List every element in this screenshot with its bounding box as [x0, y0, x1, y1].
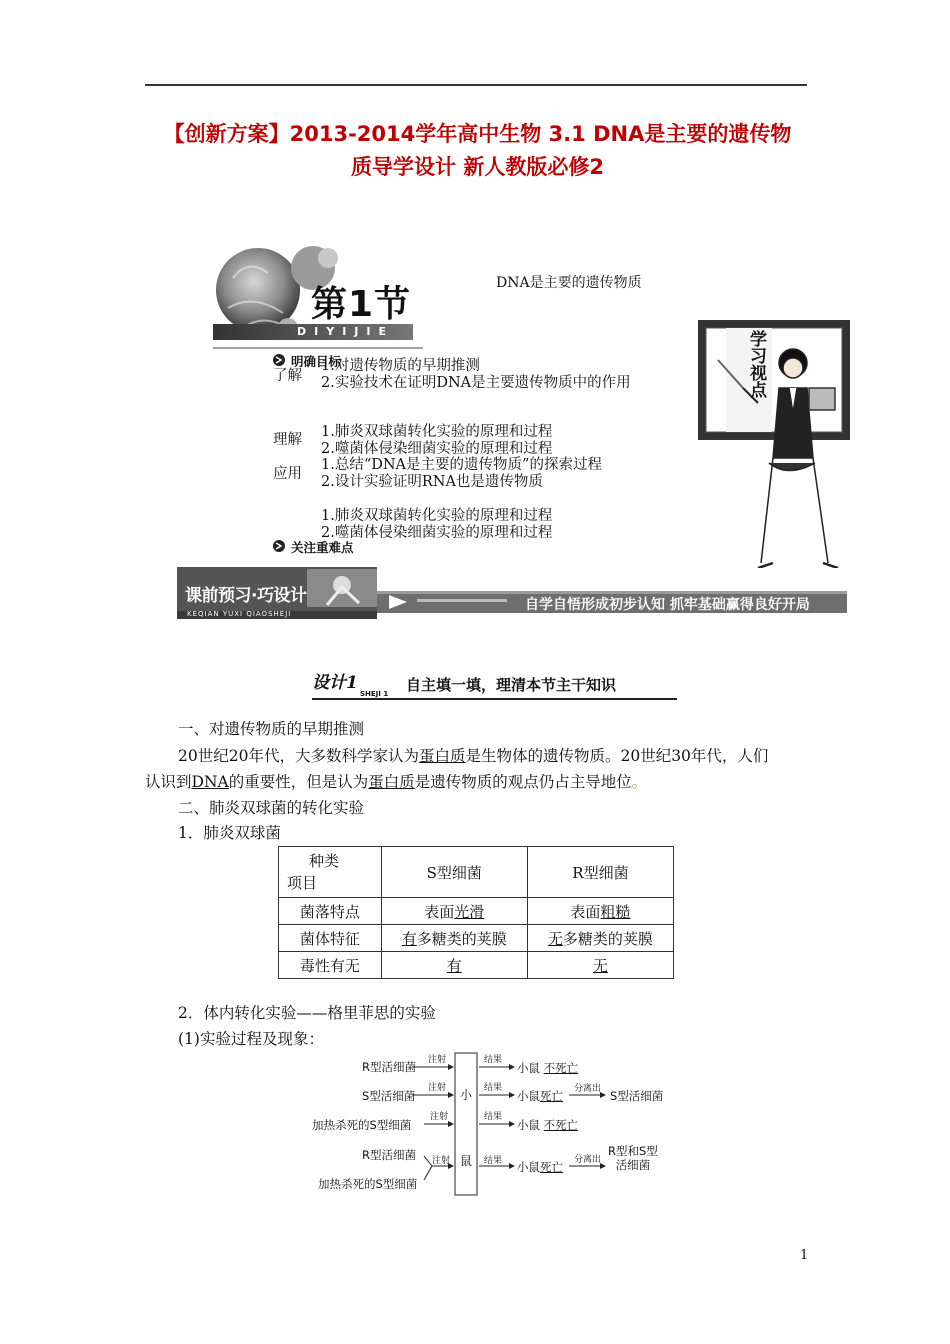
text-run: 表面 — [424, 902, 455, 921]
text-run: 是遗传物质的观点仍占主导地位 — [414, 773, 632, 791]
separate-label: 分离出 — [574, 1155, 602, 1165]
table-header-row — [279, 847, 674, 898]
separated-rs-bacteria — [608, 1144, 658, 1172]
goals-label: 明确目标 — [291, 354, 342, 369]
table-row-label: 毒性有无 — [279, 952, 382, 979]
header-rule — [145, 84, 807, 86]
inject-label: 注射 — [428, 1083, 447, 1093]
goal-item: 1.总结“DNA是主要的遗传物质”的探索过程 — [321, 457, 602, 473]
result-label: 结果 — [484, 1156, 503, 1166]
input-s-live: S型活细菌 — [362, 1089, 416, 1103]
underlined-answer: 无 — [592, 956, 608, 975]
mouse-char: 小 — [460, 1088, 473, 1102]
subsection-heading-1: 1．肺炎双球菌 — [178, 824, 281, 842]
table-row-label: 菌落特点 — [279, 898, 382, 925]
table-cell — [381, 898, 527, 925]
subsection-heading-2: 2．体内转化实验——格里菲思的实验 — [178, 1004, 436, 1022]
section-heading-2: 二、肺炎双球菌的转化实验 — [178, 799, 365, 817]
table-cell — [527, 952, 673, 979]
goal-item: 2.噬菌体侵染细菌实验的原理和过程 — [321, 441, 553, 457]
separate-label: 分离出 — [574, 1084, 602, 1094]
focus-item: 2.噬菌体侵染细菌实验的原理和过程 — [321, 525, 553, 541]
text-run: R型和S型 — [608, 1144, 658, 1158]
text-run: 小鼠 — [517, 1061, 540, 1075]
bacteria-comparison-table — [278, 846, 674, 979]
griffith-experiment-diagram — [312, 1050, 682, 1200]
level-yingyong: 应用 — [273, 466, 302, 482]
input-heat-killed-s: 加热杀死的S型细菌 — [312, 1118, 412, 1132]
outcome-2 — [517, 1088, 563, 1104]
mouse-box — [455, 1053, 477, 1195]
section-title: DNA是主要的遗传物质 — [496, 275, 642, 291]
design-pinyin: SHEJI 1 — [360, 690, 389, 698]
text-run: 小鼠 — [517, 1089, 540, 1103]
corner-bottom: 项目 — [287, 874, 318, 892]
table-row — [279, 925, 674, 952]
paragraph-line-2 — [145, 769, 647, 796]
inject-label: 注射 — [432, 1156, 451, 1166]
board-text: 学习视点 — [746, 330, 766, 398]
table-cell — [527, 898, 673, 925]
paragraph-line-1 — [178, 743, 768, 770]
underlined-answer: 不死亡 — [543, 1118, 579, 1132]
table-cell — [381, 925, 527, 952]
section-banner — [213, 238, 850, 568]
focus-item: 1.肺炎双球菌转化实验的原理和过程 — [321, 508, 553, 524]
table-cell — [527, 925, 673, 952]
design-heading — [312, 668, 677, 704]
text-run: 活细菌 — [615, 1158, 651, 1172]
table-row — [279, 952, 674, 979]
section-pinyin: DIYIJIE — [297, 325, 394, 338]
goals-marker-icon — [273, 354, 285, 366]
table-cell — [381, 952, 527, 979]
text-run: 。 — [631, 773, 648, 791]
design-underline — [312, 698, 677, 700]
section-label: 第1节 — [311, 284, 412, 325]
input-r-live: R型活细菌 — [362, 1060, 416, 1074]
ribbon-label: 课前预习·巧设计 — [185, 586, 307, 606]
text-run: 多糖类的荚膜 — [416, 929, 507, 948]
preview-ribbon — [177, 567, 847, 619]
goal-item: 1.肺炎双球菌转化实验的原理和过程 — [321, 424, 553, 440]
inject-label: 注射 — [428, 1055, 447, 1065]
ribbon-pinyin: KEQIAN YUXI QIAOSHEJI — [187, 610, 292, 618]
underlined-answer: 有 — [401, 929, 417, 948]
input-heat-killed-s-mix: 加热杀死的S型细菌 — [318, 1177, 418, 1191]
design-label: 设计1 — [312, 673, 358, 693]
text-run: 多糖类的荚膜 — [562, 929, 653, 948]
underlined-answer: 粗糙 — [600, 902, 631, 921]
level-lijie: 理解 — [273, 432, 302, 448]
level-liaojie: 了解 — [273, 368, 302, 384]
underlined-answer: 死亡 — [540, 1160, 563, 1174]
title-line-1: 【创新方案】2013-2014学年高中生物 3.1 DNA是主要的遗传物 — [163, 122, 792, 146]
result-label: 结果 — [484, 1055, 503, 1065]
corner-top: 种类 — [309, 852, 340, 870]
text-run: 认识到 — [145, 773, 192, 791]
outcome-3 — [517, 1117, 578, 1133]
subsection-heading-3: (1)实验过程及现象： — [178, 1030, 324, 1048]
underlined-answer: 蛋白质 — [418, 747, 466, 765]
text-run: 的重要性，但是认为 — [228, 773, 369, 791]
outcome-4 — [517, 1159, 563, 1175]
title-line-2: 质导学设计 新人教版必修2 — [351, 155, 604, 179]
design-heading-text: 自主填一填，理清本节主干知识 — [406, 676, 617, 694]
inject-label: 注射 — [430, 1112, 449, 1122]
underlined-answer: 有 — [446, 956, 462, 975]
text-run: 表面 — [570, 902, 601, 921]
focus-label: 关注重难点 — [291, 540, 354, 555]
result-label: 结果 — [484, 1083, 503, 1093]
focus-marker-icon — [273, 540, 285, 552]
result-label: 结果 — [484, 1112, 503, 1122]
mouse-char: 鼠 — [460, 1154, 473, 1168]
separated-s-bacteria: S型活细菌 — [610, 1089, 664, 1103]
table-header-cell: S型细菌 — [381, 847, 527, 898]
goal-item: 1.对遗传物质的早期推测 — [321, 358, 480, 374]
input-r-live-mix: R型活细菌 — [362, 1148, 416, 1162]
table-row — [279, 898, 674, 925]
underlined-answer: 光滑 — [454, 902, 485, 921]
underlined-answer: 死亡 — [540, 1089, 563, 1103]
goal-item: 2.设计实验证明RNA也是遗传物质 — [321, 474, 543, 490]
table-row-label: 菌体特征 — [279, 925, 382, 952]
section-heading-1: 一、对遗传物质的早期推测 — [178, 720, 365, 738]
underlined-answer: 无 — [547, 929, 563, 948]
text-run: 是生物体的遗传物质。20世纪30年代，人们 — [465, 747, 769, 765]
ribbon-slogan: 自学自悟形成初步认知 抓牢基础赢得良好开局 — [525, 597, 810, 613]
text-run: 小鼠 — [517, 1160, 540, 1174]
table-corner-cell — [279, 847, 382, 898]
text-run: 20世纪20年代，大多数科学家认为 — [178, 747, 419, 765]
goal-item: 2.实验技术在证明DNA是主要遗传物质中的作用 — [321, 375, 631, 391]
underlined-answer: 不死亡 — [543, 1061, 579, 1075]
underlined-answer: DNA — [191, 773, 229, 791]
underlined-answer: 蛋白质 — [368, 773, 415, 791]
outcome-1 — [517, 1060, 578, 1076]
document-title — [140, 118, 815, 184]
page-number: 1 — [800, 1248, 809, 1263]
text-run: 小鼠 — [517, 1118, 540, 1132]
table-header-cell: R型细菌 — [527, 847, 673, 898]
